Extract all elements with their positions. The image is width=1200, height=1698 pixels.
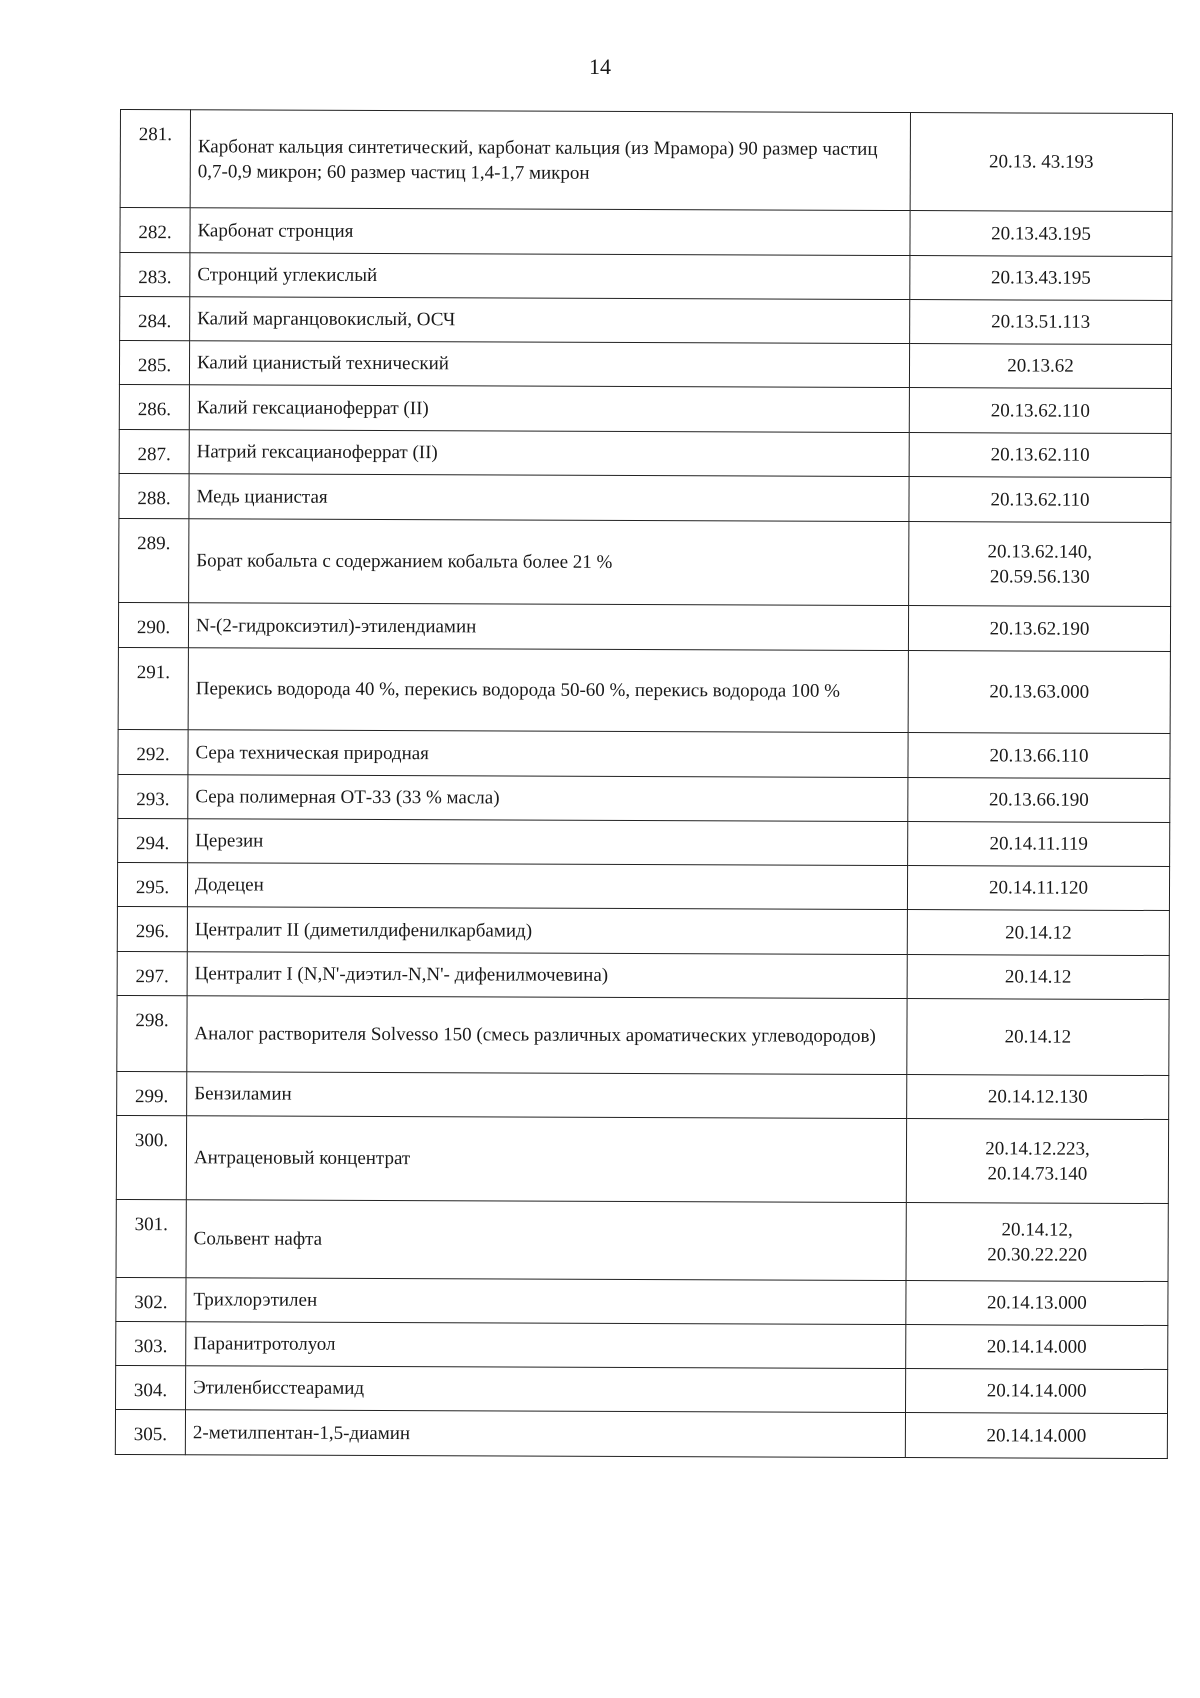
okpd-code-cell	[906, 1119, 1168, 1204]
substance-name: Калий гексацианоферрат (II)	[189, 385, 909, 433]
table-row	[116, 1365, 1168, 1413]
page-number: 14	[589, 54, 611, 79]
substance-name: Додецен	[187, 863, 907, 910]
okpd-code-cell	[909, 433, 1171, 478]
table-row	[120, 110, 1172, 212]
substance-name: Карбонат стронция	[190, 208, 910, 256]
substance-name: Борат кобальта с содержанием кобальта более 21 %	[189, 519, 909, 606]
row-number: 281.	[120, 110, 190, 208]
okpd-code-cell	[907, 866, 1169, 911]
okpd-code: 20.14.14.000	[986, 1424, 1087, 1447]
table-row	[118, 602, 1170, 651]
row-number: 285.	[119, 341, 189, 385]
row-number: 305.	[115, 1409, 185, 1454]
table-row	[119, 341, 1171, 389]
row-number: 286.	[119, 384, 189, 429]
okpd-code-cell	[906, 1369, 1168, 1414]
okpd-code-cell	[910, 211, 1172, 257]
table-row	[120, 208, 1172, 257]
okpd-code: 20.13.62.190	[989, 617, 1090, 640]
row-number: 297.	[117, 951, 187, 995]
substance-name: Паранитротолуол	[186, 1322, 906, 1369]
substance-name: Централит II (диметилдифенилкарбамид)	[187, 907, 907, 955]
row-number: 290.	[118, 602, 188, 647]
okpd-code-cell	[907, 999, 1169, 1076]
okpd-code: 20.13.62.110	[990, 399, 1090, 422]
okpd-code: 20.13.66.110	[989, 744, 1089, 767]
table-row	[117, 951, 1169, 999]
table-row	[118, 729, 1170, 778]
row-number: 293.	[118, 774, 188, 818]
table-row	[117, 862, 1169, 910]
okpd-code-cell	[910, 300, 1172, 345]
substance-name: Сера техническая природная	[188, 730, 908, 778]
okpd-code-cell	[908, 822, 1170, 867]
okpd-code: 20.14.12,	[1001, 1218, 1073, 1241]
substance-name: Сольвент нафта	[186, 1200, 906, 1281]
okpd-code: 20.14.73.140	[987, 1162, 1088, 1185]
substance-name: Медь цианистая	[189, 474, 909, 522]
table-row	[119, 473, 1171, 522]
table-row	[118, 818, 1170, 866]
table-row	[119, 384, 1171, 433]
row-number: 300.	[116, 1115, 186, 1199]
okpd-code: 20.14.11.119	[989, 833, 1088, 855]
okpd-code-cell	[905, 1413, 1167, 1459]
okpd-code: 20.14.13.000	[987, 1292, 1087, 1314]
okpd-code: 20.14.11.120	[988, 877, 1089, 899]
substance-name: Аналог растворителя Solvesso 150 (смесь различных ароматических углеводородов)	[187, 996, 907, 1075]
table-row	[116, 1277, 1168, 1325]
substance-name: Бензиламин	[187, 1072, 907, 1119]
substance-name: Калий цианистый технический	[189, 341, 909, 388]
table-row	[115, 1409, 1167, 1458]
table-body	[115, 110, 1172, 1459]
table-row	[120, 297, 1172, 345]
okpd-code-cell	[909, 344, 1171, 389]
row-number: 296.	[117, 906, 187, 951]
okpd-code-cell	[906, 1203, 1168, 1282]
okpd-code: 20.13.62.110	[990, 444, 1090, 466]
table-row	[116, 1199, 1168, 1281]
okpd-code: 20.13.51.113	[991, 311, 1091, 333]
okpd-code-cell	[910, 256, 1172, 301]
table-row	[119, 518, 1171, 606]
okpd-code-cell	[907, 955, 1169, 1000]
table-row	[117, 906, 1169, 955]
table-row	[118, 774, 1170, 822]
substance-name: Сера полимерная ОТ-33 (33 % масла)	[188, 775, 908, 822]
row-number: 303.	[116, 1321, 186, 1365]
okpd-code-cell	[906, 1281, 1168, 1326]
okpd-code-cell	[909, 477, 1171, 523]
substance-name: Калий марганцовокислый, ОСЧ	[190, 297, 910, 344]
okpd-code: 20.13.62	[1007, 355, 1074, 377]
substance-name: N-(2-гидроксиэтил)-этилендиамин	[188, 603, 908, 651]
table-row	[116, 1321, 1168, 1369]
okpd-code: 20.13.62.140,	[987, 540, 1093, 563]
row-number: 292.	[118, 729, 188, 774]
okpd-code-cell	[908, 651, 1170, 734]
okpd-code-cell	[907, 910, 1169, 956]
row-number: 298.	[117, 995, 187, 1071]
row-number: 301.	[116, 1199, 186, 1277]
row-number: 294.	[118, 818, 188, 862]
okpd-code-cell	[908, 733, 1170, 779]
okpd-code-cell	[910, 113, 1172, 212]
okpd-code: 20.14.14.000	[986, 1380, 1087, 1402]
okpd-code: 20.14.12	[1004, 966, 1072, 988]
table-row	[119, 429, 1171, 477]
table-row	[117, 995, 1169, 1075]
okpd-code: 20.13.62.110	[990, 488, 1090, 511]
substance-name: Натрий гексацианоферрат (II)	[189, 430, 909, 477]
okpd-code-cell	[908, 778, 1170, 823]
table-row	[116, 1115, 1168, 1203]
substance-name: Церезин	[188, 819, 908, 866]
substance-name: 2-метилпентан-1,5-диамин	[185, 1410, 905, 1458]
okpd-code: 20.13.66.190	[988, 789, 1089, 811]
okpd-code: 20.14.12.223,	[985, 1137, 1090, 1160]
table-row	[117, 1071, 1169, 1119]
row-number: 289.	[119, 518, 189, 602]
okpd-code: 20.14.14.000	[986, 1336, 1087, 1358]
substance-name: Перекись водорода 40 %, перекись водорода 50-60 %, перекись водорода 100 %	[188, 648, 908, 733]
row-number: 287.	[119, 429, 189, 473]
substance-name: Централит I (N,N'-диэтил-N,N'- дифенилмочевина)	[187, 952, 907, 999]
okpd-code: 20.14.12	[1005, 921, 1072, 944]
okpd-code: 20.13.43.195	[990, 267, 1091, 289]
row-number: 284.	[120, 297, 190, 341]
substance-name: Трихлорэтилен	[186, 1278, 906, 1325]
row-number: 295.	[117, 862, 187, 906]
substance-name: Этиленбисстеарамид	[186, 1366, 906, 1413]
okpd-code-cell	[906, 1325, 1168, 1370]
row-number: 282.	[120, 208, 190, 253]
okpd-code-cell	[907, 1075, 1169, 1120]
substances-table	[115, 109, 1173, 1459]
okpd-code: 20.14.12	[1004, 1026, 1072, 1048]
okpd-code: 20.14.12.130	[987, 1086, 1088, 1108]
okpd-code: 20.13.43.195	[991, 222, 1091, 245]
substance-name: Стронций углекислый	[190, 253, 910, 300]
row-number: 299.	[117, 1071, 187, 1115]
row-number: 291.	[118, 647, 188, 729]
substance-name: Карбонат кальция синтетический, карбонат кальция (из Мрамора) 90 размер частиц 0,7-0,9 микрон; 60 размер частиц 1,4-1,7 микрон	[190, 110, 910, 211]
okpd-code-cell	[909, 388, 1171, 434]
table-row	[118, 647, 1170, 733]
row-number: 283.	[120, 253, 190, 297]
substance-name: Антраценовый концентрат	[186, 1116, 906, 1203]
okpd-code: 20.13.63.000	[989, 681, 1090, 703]
okpd-code: 20.30.22.220	[987, 1243, 1088, 1266]
table-row	[120, 253, 1172, 301]
row-number: 302.	[116, 1277, 186, 1321]
okpd-code-cell	[909, 522, 1171, 607]
row-number: 288.	[119, 473, 189, 518]
okpd-code: 20.59.56.130	[989, 565, 1090, 588]
row-number: 304.	[116, 1365, 186, 1409]
okpd-code-cell	[908, 606, 1170, 652]
okpd-code: 20.13. 43.193	[989, 151, 1094, 173]
